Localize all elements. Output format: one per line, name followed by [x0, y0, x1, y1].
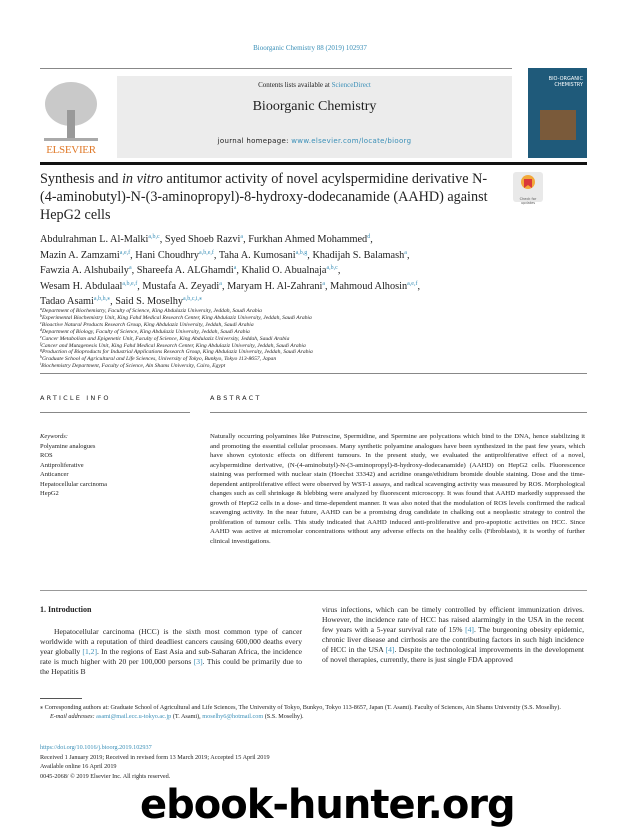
- affiliation-text: Bioactive Natural Products Research Group, King Abdulaziz University, Jeddah, Saudi Arabia: [41, 321, 254, 328]
- author-name: Wesam H. Abdulaal: [40, 280, 123, 292]
- received-dates: Received 1 January 2019; Received in revised form 13 March 2019; Accepted 15 April 2019: [40, 753, 270, 761]
- separator: ,: [337, 265, 341, 276]
- separator: ,: [221, 280, 228, 292]
- affiliation-key: d: [40, 326, 42, 332]
- email-link-asami[interactable]: asami@mail.ecc.u-tokyo.ac.jp: [96, 713, 172, 721]
- sciencedirect-link[interactable]: ScienceDirect: [331, 81, 371, 89]
- introduction-heading: 1. Introduction: [40, 605, 92, 614]
- author-affiliation-marks[interactable]: a,b,e,f: [199, 249, 214, 256]
- author-name: Mazin A. Zamzami: [40, 249, 120, 261]
- affiliation-text: Production of Bioproducts for Industrial Applications Research Group, King Abdulaziz University, Jeddah, Saudi Arabia: [42, 349, 313, 356]
- intro-right-column: [322, 605, 584, 665]
- intro-text: virus infections, which can be timely controlled by efficient immunization drives. However, the incidence rate of HCC has raised alarmingly in the USA in the recent few years with a 5-year survival rate of 15%: [322, 605, 584, 634]
- separator: ,: [307, 249, 313, 261]
- divider: [40, 412, 190, 413]
- affiliation-key: e: [40, 333, 42, 339]
- affiliation-text: Department of Biochemistry, Faculty of Science, King Abdulaziz University, Jeddah, Saudi Arabia: [42, 308, 262, 314]
- citation-link[interactable]: [1,2]: [82, 647, 97, 656]
- author-affiliation-marks[interactable]: a,b,c,i,⁎: [183, 296, 203, 302]
- author-name: Syed Shoeb Razvi: [164, 234, 241, 245]
- separator: ,: [236, 265, 242, 276]
- author-affiliation-marks[interactable]: a,e,f: [407, 280, 418, 287]
- intro-text: . Despite the technological improvements in the development of novel therapies, currently, there is just single FDA approved: [322, 645, 584, 664]
- author-affiliation-marks[interactable]: a,b,c: [148, 234, 160, 240]
- affiliation-text: Department of Biology, Faculty of Science, King Abdulaziz University, Jeddah, Saudi Arabia: [42, 328, 250, 335]
- separator: ,: [325, 280, 331, 292]
- corresponding-author-note: ⁎ Corresponding authors at: Graduate School of Agricultural and Life Sciences, The University of Tokyo, Bunkyo, Tokyo 113-8657, Japan (T. Asami). Faculty of Sciences, Ain Shams University (S.S. Moselhy).: [40, 704, 561, 711]
- header-rule: [40, 68, 512, 69]
- affiliation: [40, 326, 585, 336]
- keywords-label: Keywords:: [40, 433, 68, 440]
- separator: ,: [370, 234, 373, 245]
- abstract-heading: ABSTRACT: [210, 394, 262, 402]
- author-name: Tadao Asami: [40, 296, 94, 307]
- affiliation-key: g: [40, 347, 42, 353]
- watermark: ebook-hunter.org: [140, 782, 515, 828]
- author-affiliation-marks[interactable]: a,b,g: [295, 249, 308, 256]
- intro-text: . In the regions of East Asia and sub-Saharan Africa, the incidence rate is much higher with 20 per 100,000 persons: [40, 647, 302, 666]
- affiliation-key: a: [40, 306, 42, 311]
- email-label: E-mail addresses:: [50, 713, 95, 721]
- author-list: [40, 232, 570, 310]
- affiliation: [40, 308, 585, 315]
- check-for-updates-button[interactable]: [513, 172, 543, 205]
- author-affiliation-marks[interactable]: a: [128, 265, 132, 271]
- citation-link[interactable]: [3]: [193, 657, 203, 666]
- intro-text: . This could be primarily due to the Hepatitis B: [40, 657, 302, 676]
- journal-name: Bioorganic Chemistry: [252, 99, 377, 114]
- email-line: [40, 712, 585, 721]
- affiliation-text: Cancer and Mutagenesis Unit, King Fahd Medical Research Center, King Abdulaziz University, Jeddah, Saudi Arabia: [41, 342, 306, 349]
- author-affiliation-marks[interactable]: a,e,f: [119, 249, 131, 256]
- affiliation: [40, 319, 585, 329]
- keyword: Polyamine analogues: [40, 442, 96, 450]
- footnote-rule: [40, 698, 82, 699]
- author-name: Hani Choudhry: [135, 249, 200, 261]
- separator: ,: [406, 249, 410, 261]
- homepage-prefix: journal homepage:: [217, 137, 292, 145]
- affiliation: [40, 363, 585, 370]
- author-affiliation-marks[interactable]: a: [404, 249, 407, 256]
- publisher-name: ELSEVIER: [46, 144, 96, 156]
- separator: ,: [243, 234, 249, 245]
- separator: ,: [417, 280, 421, 292]
- affiliation-text: Graduate School of Agricultural and Life Sciences, University of Tokyo, Bunkyo, Tokyo 113-8657, Japan: [42, 356, 277, 363]
- intro-text: Hepatocellular carcinoma (HCC) is the sixth most common type of cancer worldwide with a reputation of third deadliest cancers causing 600,000 deaths every year globally: [40, 627, 302, 656]
- crossmark-label: Check for updates: [519, 197, 537, 205]
- title-text-1: Synthesis and: [40, 171, 122, 187]
- author-name: Maryam H. Al-Zahrani: [227, 280, 323, 292]
- author-affiliation-marks[interactable]: a: [322, 280, 326, 287]
- separator: ,: [110, 296, 116, 307]
- cover-title: BIO-ORGANIC CHEMISTRY: [548, 76, 583, 88]
- abstract-text: Naturally occurring polyamines like Putrescine, Spermidine, and Spermine are polycations which bind to the DNA, hence stabilizing it and promoting the essential cellular processes. Many synthetic polyamine analogues have been synthesized in the past few years, which have shown cytotoxic effects on different tumours. In the present study, we evaluated the antiproliferative effect of a novel, acylspermidine derivative, (N-(4-aminobutyl)-N-(3-aminopropyl)-8-hydroxy-dodecanamide) (AAHD) on HepG2 cells. Fluorescence staining was performed with nuclear stain (Hoechst 33342) and acridine orange/ethidium bromide double staining. Dose and the time-dependent antiproliferative effect were observed by WST-1 assays, and radical scavenging activity was measured by ROS. Morphological changes such as cell shrinkage & blebbing were analyzed by fluorescent microscopy. It was found that AAHD markedly suppressed the growth of HepG2 cells in a dose- and time-dependent manner. It was also noted that the modulation of ROS levels confirmed the radical scavenging activity. In the near future, AAHD can be a promising drug candidate in chalking out a neoplastic strategy to control the proliferation of tumour cells. This study indicated that AAHD induced anti-proliferative and pro-apoptotic activities on HCC. Since AAHD was active at micromolar concentrations without any adverse effects on the healthy cells (Fibroblasts), it is worthy of further clinical investigations.: [210, 433, 585, 546]
- affiliation-text: Biochemistry Department, Faculty of Science, Ain Shams University, Cairo, Egypt: [41, 363, 226, 370]
- intro-left-column: [40, 627, 302, 677]
- divider: [40, 590, 587, 591]
- title-text-2: antitumor activity of novel acylspermidine derivative N-(4-aminobutyl)-N-(3-aminopropyl)-8-hydroxy-dodecanamide (AAHD) against HepG2 cells: [40, 171, 488, 223]
- title-italic: in vitro: [121, 171, 163, 187]
- contents-line: [117, 81, 512, 89]
- copyright: 0045-2068/ © 2019 Elsevier Inc. All rights reserved.: [40, 772, 171, 780]
- author-name: Furkhan Ahmed Mohammed: [248, 234, 368, 245]
- author-affiliation-marks[interactable]: a,b,e,f: [122, 280, 138, 287]
- affiliation-text: Experimental Biochemistry Unit, King Fahd Medical Research Center, King Abdulaziz University, Jeddah, Saudi Arabia: [42, 314, 312, 321]
- author-name: Mahmoud Alhosin: [330, 280, 408, 292]
- author-affiliation-marks[interactable]: a: [240, 234, 244, 240]
- separator: ,: [159, 234, 165, 245]
- homepage-line: [117, 137, 512, 145]
- email-link-moselhy[interactable]: moselhy6@hotmail.com: [202, 713, 264, 721]
- author-affiliation-marks[interactable]: a: [219, 280, 222, 287]
- doi-link[interactable]: https://doi.org/10.1016/j.bioorg.2019.102937: [40, 744, 152, 751]
- author-name: Fawzia A. Alshubaily: [40, 265, 129, 276]
- email-owner: (S.S. Moselhy).: [263, 713, 304, 721]
- affiliation: [40, 312, 585, 322]
- keywords-list: [40, 442, 107, 499]
- affiliation-text: Cancer Metabolism and Epigenetic Unit, Faculty of Science, King Abdulaziz University, Jeddah, Saudi Arabia: [41, 335, 290, 342]
- keyword: HepG2: [40, 490, 59, 497]
- author-name: Khalid O. Abualnaja: [241, 265, 327, 276]
- elsevier-logo: [40, 76, 102, 158]
- citation-link[interactable]: [4]: [385, 645, 395, 654]
- affiliation-key: b: [40, 312, 42, 318]
- citation-link[interactable]: [4]: [465, 625, 474, 634]
- affiliation-list: [40, 308, 585, 370]
- separator: ,: [137, 280, 143, 292]
- affiliation: [40, 333, 585, 343]
- author-affiliation-marks[interactable]: d: [367, 234, 371, 240]
- author-affiliation-marks[interactable]: a,b,h,⁎: [93, 296, 111, 302]
- separator: ,: [130, 249, 136, 261]
- journal-cover: [528, 68, 587, 158]
- email-owner: (T. Asami),: [171, 713, 203, 721]
- author-name: Taha A. Kumosani: [218, 249, 296, 261]
- author-name: Khadijah S. Balamash: [312, 249, 405, 261]
- keywords-section: [40, 432, 107, 499]
- separator: ,: [213, 249, 219, 261]
- available-online: Available online 16 April 2019: [40, 763, 117, 770]
- journal-reference[interactable]: Bioorganic Chemistry 88 (2019) 102937: [253, 44, 367, 52]
- journal-banner: [117, 76, 512, 158]
- author-name: Said S. Moselhy: [115, 296, 184, 307]
- author-affiliation-marks[interactable]: a,b,c: [326, 265, 338, 271]
- header-bar: [40, 162, 587, 165]
- author-name: Abdulrahman L. Al-Malki: [40, 234, 149, 245]
- keyword: ROS: [40, 452, 53, 459]
- footnotes: [40, 703, 585, 721]
- author-name: Mustafa A. Zeyadi: [142, 280, 220, 292]
- affiliation-key: h: [40, 354, 42, 360]
- homepage-link[interactable]: www.elsevier.com/locate/bioorg: [291, 137, 412, 145]
- keyword: Hepatocellular carcinoma: [40, 480, 107, 488]
- contents-prefix: Contents lists available at: [258, 81, 332, 89]
- keyword: Anticancer: [40, 471, 69, 478]
- article-info-heading: ARTICLE INFO: [40, 394, 111, 402]
- cover-image: [540, 110, 576, 140]
- article-title: [40, 170, 500, 224]
- affiliation-key: f: [40, 340, 42, 346]
- separator: ,: [131, 265, 137, 276]
- divider: [210, 412, 587, 413]
- crossmark-icon: [513, 172, 543, 192]
- author-affiliation-marks[interactable]: a: [233, 265, 237, 271]
- publication-info: [40, 743, 270, 781]
- affiliation-key: i: [40, 361, 42, 367]
- affiliation-key: c: [40, 319, 42, 325]
- author-name: Shareefa A. ALGhamdi: [136, 265, 234, 276]
- divider: [40, 373, 587, 374]
- keyword: Antiproliferative: [40, 461, 84, 469]
- intro-text: . The burgeoning obesity epidemic, chronic liver disease and cirrhosis are the contributing factors in such high incidence of HCC in the USA: [322, 625, 585, 654]
